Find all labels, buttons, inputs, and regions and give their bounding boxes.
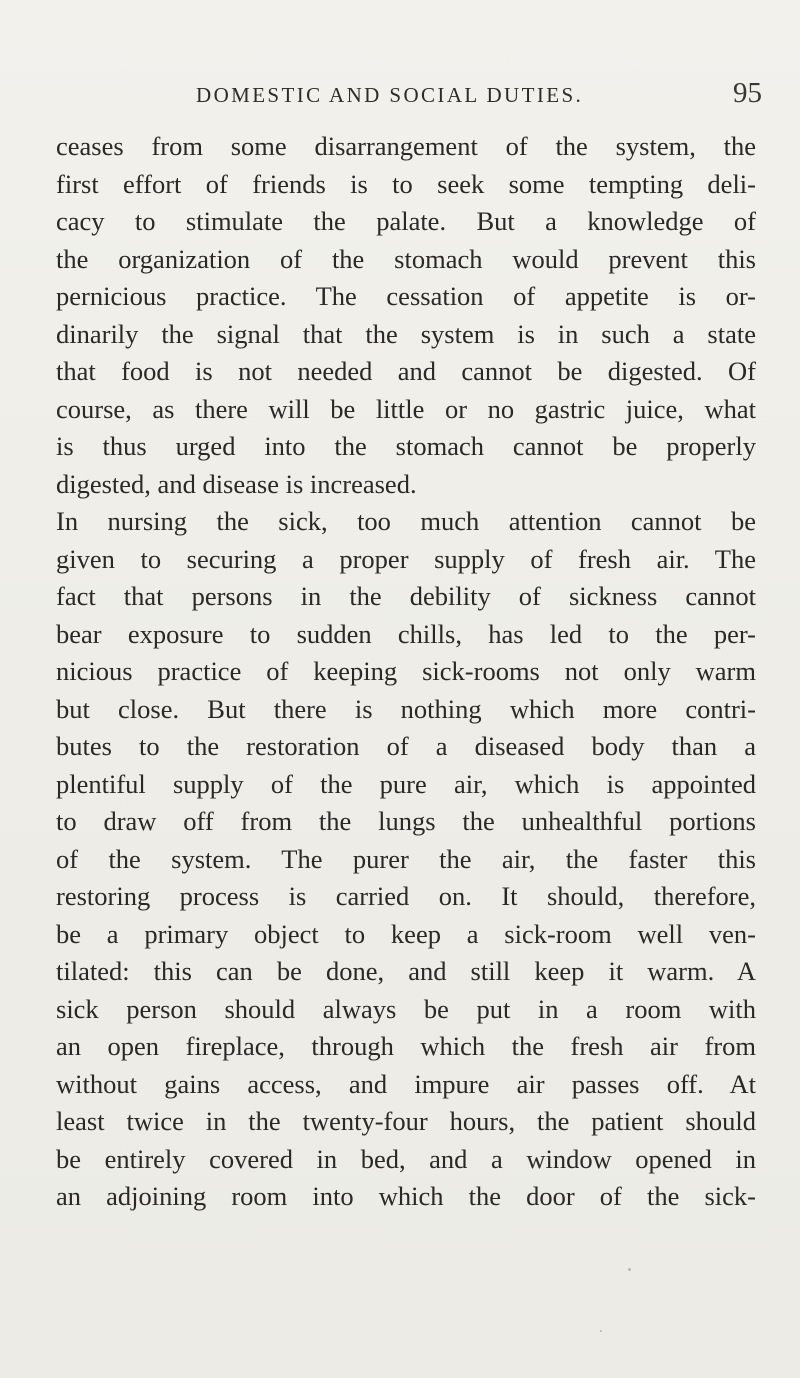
text-line: course, as there will be little or no gastric juice, what: [56, 393, 756, 424]
text-line: an open fireplace, through which the fresh air from: [56, 1031, 756, 1061]
text-line: cacy to stimulate the palate. But a knowledge of: [56, 206, 756, 236]
body-text: [56, 128, 756, 1216]
page-number: 95: [733, 77, 762, 109]
paragraph-end-line: digested, and disease is increased.: [56, 468, 417, 499]
paper-speck: [628, 1268, 631, 1271]
text-line: least twice in the twenty-four hours, the patient should: [56, 1106, 756, 1136]
paragraph-start-line: In nursing the sick, too much attention cannot be: [56, 506, 756, 536]
text-line: be entirely covered in bed, and a window opened in: [56, 1143, 756, 1174]
text-line: fact that persons in the debility of sickness cannot: [56, 581, 756, 611]
text-line: tilated: this can be done, and still keep it warm. A: [56, 956, 756, 986]
text-line: sick person should always be put in a room with: [56, 993, 756, 1024]
text-line: that food is not needed and cannot be digested. Of: [56, 356, 756, 386]
text-line: restoring process is carried on. It should, therefore,: [56, 881, 756, 911]
paper-speck: [600, 1330, 602, 1332]
running-head-title: DOMESTIC AND SOCIAL DUTIES.: [196, 83, 584, 107]
text-line: ceases from some disarrangement of the system, the: [56, 131, 756, 161]
text-line: is thus urged into the stomach cannot be properly: [56, 431, 756, 461]
text-line: first effort of friends is to seek some tempting deli-: [56, 168, 756, 199]
text-line: be a primary object to keep a sick-room well ven-: [56, 918, 756, 949]
text-line: bear exposure to sudden chills, has led to the per-: [56, 618, 756, 649]
text-line: to draw off from the lungs the unhealthful portions: [56, 806, 756, 836]
text-line: but close. But there is nothing which more contri-: [56, 693, 756, 724]
text-line: plentiful supply of the pure air, which is appointed: [56, 768, 756, 799]
running-head: [0, 77, 800, 110]
text-line: nicious practice of keeping sick-rooms not only warm: [56, 656, 756, 686]
text-line: an adjoining room into which the door of the sick-: [56, 1181, 756, 1211]
text-line: the organization of the stomach would prevent this: [56, 243, 756, 274]
text-line: pernicious practice. The cessation of appetite is or-: [56, 281, 756, 311]
text-line: dinarily the signal that the system is in such a state: [56, 318, 756, 349]
text-line: butes to the restoration of a diseased body than a: [56, 731, 756, 761]
text-line: given to securing a proper supply of fresh air. The: [56, 543, 756, 574]
text-line: without gains access, and impure air passes off. At: [56, 1068, 756, 1099]
text-line: of the system. The purer the air, the faster this: [56, 843, 756, 874]
